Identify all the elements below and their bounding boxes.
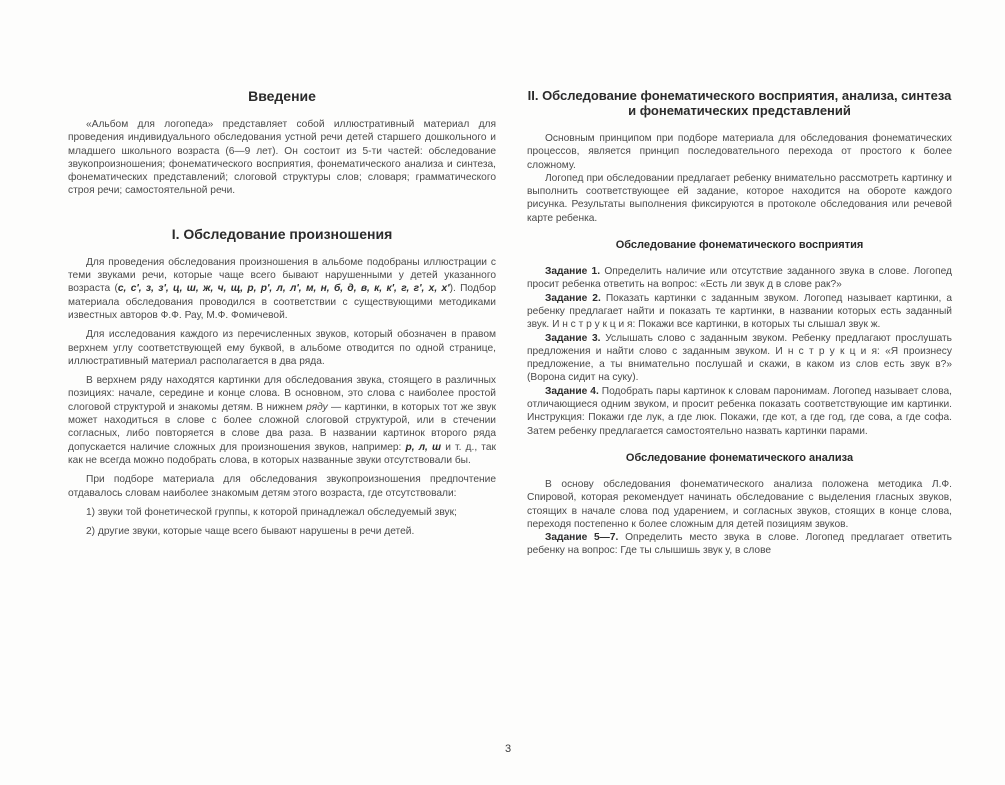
section-2-title: II. Обследование фонематического восприятия, анализа, синтеза и фонематических представлений <box>527 88 952 118</box>
section-1-paragraph-4: При подборе материала для обследования звукопроизношения предпочтение отдавалось словам наиболее знакомым детям этого возраста, где отсутствовали: <box>68 474 496 499</box>
task-3-text: Услышать слово с заданным звуком. Ребенку предлагают прослушать предложения и найти слово с заданным звуком. И н с т р у к ц и я: «Я произнесу предложение, а ты внимательно послушай и скажи, в каком из слов есть звук в?» (Ворона сидит на суку). <box>527 332 952 384</box>
task-1-text: Определить наличие или отсутствие заданного звука в слове. Логопед просит ребенка ответить на вопрос: «Есть ли звук д в слове рак?» <box>527 266 952 291</box>
task-4-label: Задание 4. <box>545 385 599 397</box>
task-2-label: Задание 2. <box>545 292 601 304</box>
p3-letters: р, л, ш <box>405 441 442 453</box>
p3-text-c: и т. д., так как не всегда можно подобрать слова, в которых названные звуки отсутствовали бы. <box>68 441 496 466</box>
section-2-paragraph-3: В основу обследования фонематического анализа положена методика Л.Ф. Спировой, которая рекомендует начинать обследование с выделения гласных звуков, стоящих в начале слова под ударением, и согласных звуков, стоящих в конце слова, переходя постепенно к более сложным для детей позициям звуков. <box>527 478 952 530</box>
subsection-perception-title: Обследование фонематического восприятия <box>615 239 864 252</box>
task-2 <box>527 292 952 332</box>
p1-text-a: Для проведения обследования произношения в альбоме подобраны иллюстрации с теми звуками речи, которые чаще всего бывают нарушенными у детей указанного возраста ( <box>68 256 496 295</box>
task-1 <box>527 265 952 292</box>
p3-text-b: — картинки, в которых тот же звук может находиться в слове с более сложной слоговой структурой, или в стечении согласных, либо повторяется в слове два раза. В названии картинок второго ряда допускается наличие сложных для произношения звуков, например: <box>68 401 496 453</box>
page-number: 3 <box>505 743 512 755</box>
section-1-paragraph-3 <box>68 374 496 467</box>
task-2-text: Показать картинки с заданным звуком. Логопед называет картинки, а ребенку предлагает найти и показать те картинки, в названии которых есть заданный звук. И н с т р у к ц и я: Покажи все картинки, в которых ты слышал звук ж. <box>527 292 953 331</box>
task-3-label: Задание 3. <box>545 332 601 344</box>
task-5-7-text: Определить место звука в слове. Логопед предлагает ответить ребенку на вопрос: Где ты слышишь звук у, в слове <box>527 532 952 557</box>
p3-text-a: В верхнем ряду находятся картинки для обследования звука, стоящего в различных позициях: начале, середине и конце слова. В основном, это слова с наиболее простой слоговой структурой и знакомы детям. В нижнем <box>68 375 496 413</box>
subsection-analysis-title: Обследование фонематического анализа <box>625 451 854 464</box>
intro-title: Введение <box>248 88 316 104</box>
section-1-list-item-1: 1) звуки той фонетической группы, к которой принадлежал обследуемый звук; <box>86 506 457 518</box>
intro-paragraph: «Альбом для логопеда» представляет собой иллюстративный материал для проведения индивидуального обследования устной речи детей старшего дошкольного и младшего школьного возраста (6—9 лет). Он состоит из 5-ти частей: обследование звукопроизношения; фонематического восприятия, фонематического анализа и синтеза, фонематических представлений; слоговой структуры слов; словаря; грамматического строя речи; самостоятельной речи. <box>68 119 496 197</box>
task-1-label: Задание 1. <box>545 266 601 278</box>
task-4 <box>527 385 952 438</box>
section-1-list-item-2: 2) другие звуки, которые чаще всего бывают нарушены в речи детей. <box>86 526 415 538</box>
p3-emphasis: ряду <box>306 401 328 413</box>
section-1-title: I. Обследование произношения <box>171 225 393 242</box>
p1-text-b: ). Подбор материала обследования проводился в соответствии с существующими методиками известных авторов Ф.Ф. Рау, М.Ф. Фомичевой. <box>68 283 496 321</box>
section-1-paragraph-1 <box>68 256 496 322</box>
task-3 <box>527 332 952 385</box>
left-page <box>68 88 496 538</box>
right-page <box>527 88 952 558</box>
task-5-7 <box>527 531 952 558</box>
p1-sounds: с, с', з, з', ц, ш, ж, ч, щ, р, р', л, л', м, н, б, д, в, к, к', г, г', х, х' <box>117 283 450 295</box>
section-2-paragraph-2: Логопед при обследовании предлагает ребенку внимательно рассмотреть картинку и выполнить соответствующее ей задание, которое находится на обороте каждого рисунка. Результаты выполнения фиксируются в протоколе обследования или речевой карте ребенка. <box>527 172 952 224</box>
section-2-paragraph-1: Основным принципом при подборе материала для обследования фонематических процессов, является принцип последовательного перехода от простого к более сложному. <box>527 133 952 171</box>
section-1-paragraph-2: Для исследования каждого из перечисленных звуков, который обозначен в правом верхнем углу соответствующей ему буквой, в альбоме отводится по одной странице, иллюстративный материал располагается в два ряда. <box>68 329 496 367</box>
task-5-7-label: Задание 5—7. <box>545 532 619 544</box>
task-4-text: Подобрать пары картинок к словам паронимам. Логопед называет слова, отличающиеся одним звуком, и просит ребенка показать соответствующие им картинки. Инструкция: Покажи где лук, а где люк. Покажи, где кот, а где год, где сова, а где софа. Затем ребенку предлагается самостоятельно назвать картинки парами. <box>527 385 952 437</box>
